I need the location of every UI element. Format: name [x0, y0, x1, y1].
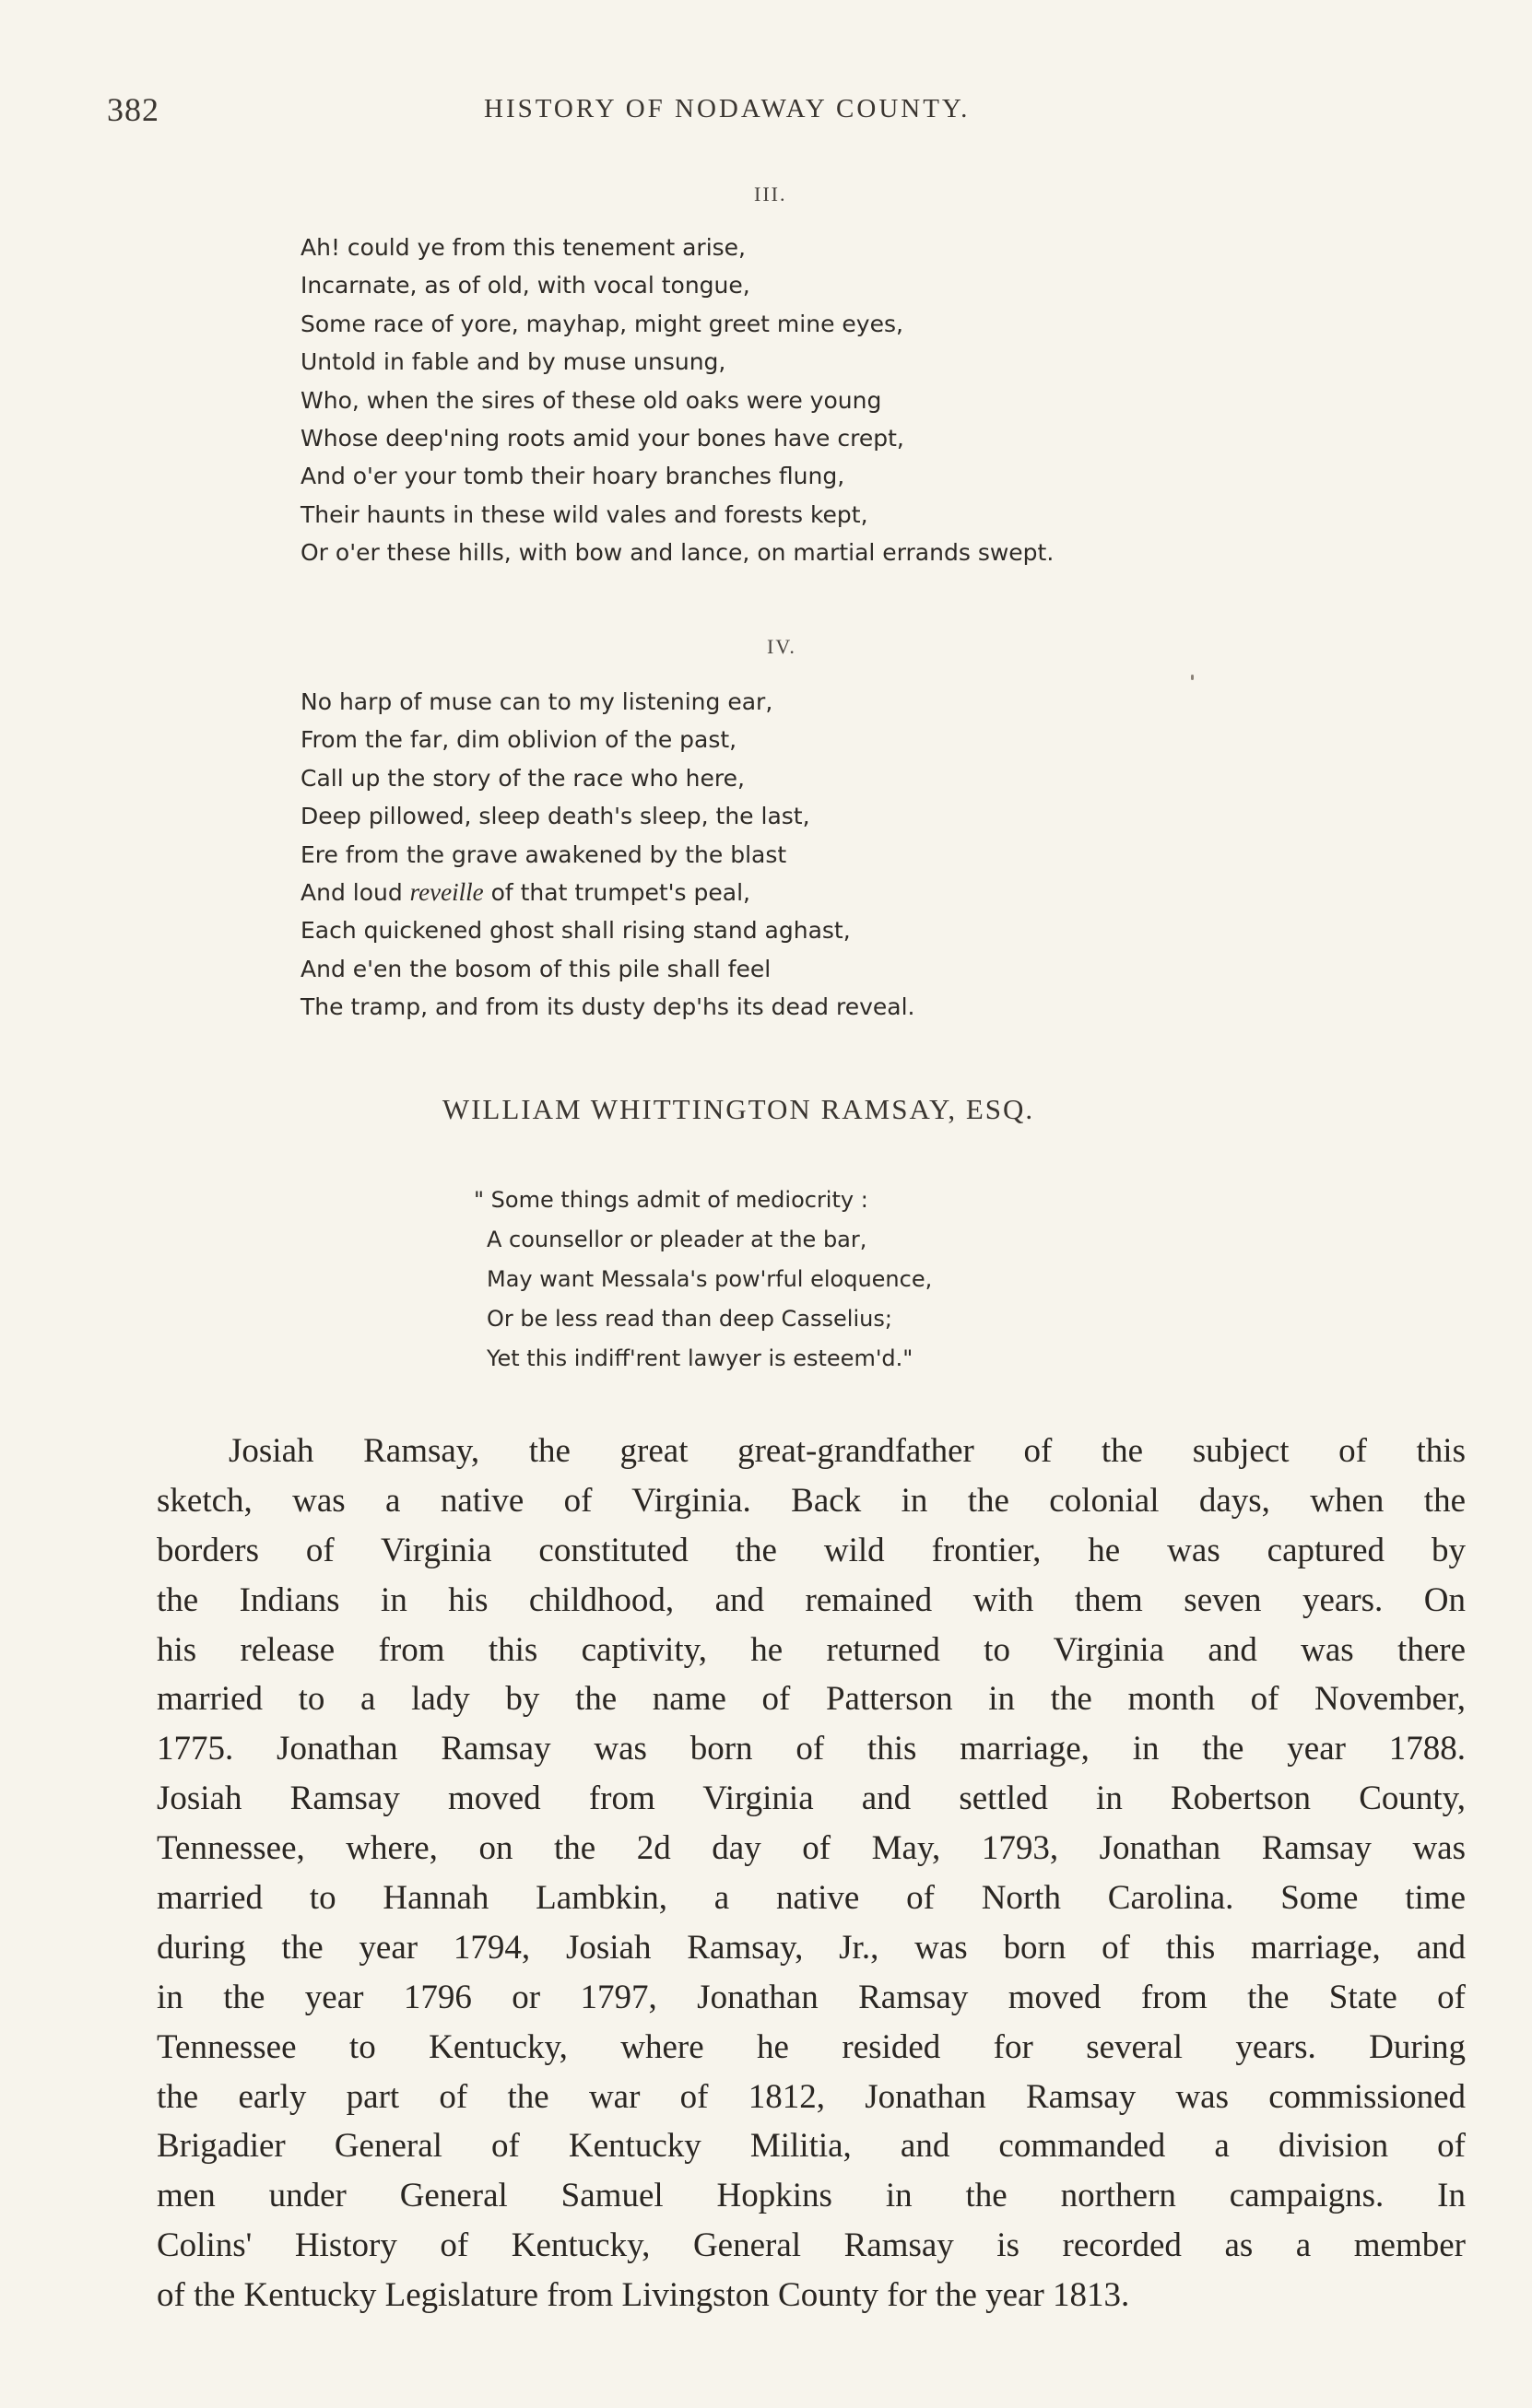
- epigraph-line: May want Messala's pow'rful eloquence,: [487, 1266, 933, 1292]
- body-paragraph: [157, 1427, 1466, 2320]
- reveille-italic: reveille: [409, 877, 484, 906]
- body-line: men under General Samuel Hopkins in the northern campaigns. In: [157, 2177, 1466, 2215]
- body-line: Tennessee to Kentucky, where he resided for several years. During: [157, 2027, 1466, 2066]
- poem-line: Incarnate, as of old, with vocal tongue,: [301, 272, 750, 300]
- poem-line: Ah! could ye from this tenement arise,: [301, 234, 747, 261]
- body-line: Brigadier General of Kentucky Militia, and commanded a division of: [157, 2127, 1466, 2166]
- running-title: HISTORY OF NODAWAY COUNTY.: [484, 94, 971, 123]
- body-line: married to a lady by the name of Patterson in the month of November,: [157, 1680, 1466, 1719]
- body-line: Josiah Ramsay moved from Virginia and settled in Robertson County,: [157, 1780, 1466, 1818]
- poem-line: Deep pillowed, sleep death's sleep, the last,: [301, 803, 810, 830]
- stanza-iii: [301, 229, 1268, 572]
- body-line: 1775. Jonathan Ramsay was born of this marriage, in the year 1788.: [157, 1730, 1466, 1768]
- body-line: during the year 1794, Josiah Ramsay, Jr., was born of this marriage, and: [157, 1928, 1466, 1967]
- body-line: borders of Virginia constituted the wild frontier, he was captured by: [157, 1531, 1466, 1569]
- body-line: his release from this captivity, he returned to Virginia and was there: [157, 1630, 1466, 1669]
- section-title: WILLIAM WHITTINGTON RAMSAY, ESQ.: [442, 1093, 1035, 1125]
- poem-line-reveille: [301, 874, 1268, 911]
- poem-line: From the far, dim oblivion of the past,: [301, 726, 737, 754]
- poem-line: Untold in fable and by muse unsung,: [301, 348, 726, 376]
- poem-line: Whose deep'ning roots amid your bones have crept,: [301, 424, 904, 452]
- body-line: sketch, was a native of Virginia. Back in the colonial days, when the: [157, 1481, 1466, 1520]
- epigraph: [474, 1181, 1174, 1379]
- epigraph-line: " Some things admit of mediocrity :: [474, 1187, 868, 1213]
- body-line: Tennessee, where, on the 2d day of May, 1793, Jonathan Ramsay was: [157, 1829, 1466, 1868]
- poem-line: Some race of yore, mayhap, might greet mine eyes,: [301, 310, 903, 337]
- body-line: in the year 1796 or 1797, Jonathan Ramsay moved from the State of: [157, 1978, 1466, 2016]
- running-head: [0, 90, 1532, 127]
- body-line: the early part of the war of 1812, Jonathan Ramsay was commissioned: [157, 2077, 1466, 2116]
- epigraph-line: Or be less read than deep Casselius;: [487, 1306, 892, 1332]
- poem-line-end: of that trumpet's peal,: [490, 878, 750, 906]
- stanza-iv: [301, 683, 1268, 1027]
- poem-line: Or o'er these hills, with bow and lance, on martial errands swept.: [301, 539, 1055, 567]
- epigraph-line: Yet this indiff'rent lawyer is esteem'd.": [487, 1345, 913, 1371]
- stanza-iv-numeral: IV.: [767, 635, 796, 658]
- poem-line: Each quickened ghost shall rising stand aghast,: [301, 917, 851, 945]
- poem-line: Their haunts in these wild vales and forests kept,: [301, 500, 868, 528]
- stanza-iii-numeral: III.: [754, 182, 787, 206]
- body-line: married to Hannah Lambkin, a native of North Carolina. Some time: [157, 1879, 1466, 1918]
- ink-speck: [1191, 675, 1194, 680]
- poem-line: And e'en the bosom of this pile shall feel: [301, 955, 772, 982]
- poem-line: Call up the story of the race who here,: [301, 764, 745, 792]
- page-number: 382: [107, 91, 159, 128]
- body-line: Josiah Ramsay, the great great-grandfather of the subject of this: [229, 1432, 1466, 1470]
- poem-line: Who, when the sires of these old oaks were young: [301, 386, 882, 414]
- poem-line: The tramp, and from its dusty dep'hs its dead reveal.: [301, 993, 915, 1021]
- poem-line: Ere from the grave awakened by the blast: [301, 840, 787, 868]
- poem-line-start: And loud: [301, 878, 403, 906]
- epigraph-line: A counsellor or pleader at the bar,: [487, 1227, 867, 1252]
- body-line: the Indians in his childhood, and remained with them seven years. On: [157, 1580, 1466, 1619]
- poem-line: And o'er your tomb their hoary branches flung,: [301, 463, 845, 490]
- poem-line: No harp of muse can to my listening ear,: [301, 688, 773, 715]
- body-line: of the Kentucky Legislature from Livingston County for the year 1813.: [157, 2276, 1130, 2315]
- body-line: Colins' History of Kentucky, General Ramsay is recorded as a member: [157, 2226, 1466, 2265]
